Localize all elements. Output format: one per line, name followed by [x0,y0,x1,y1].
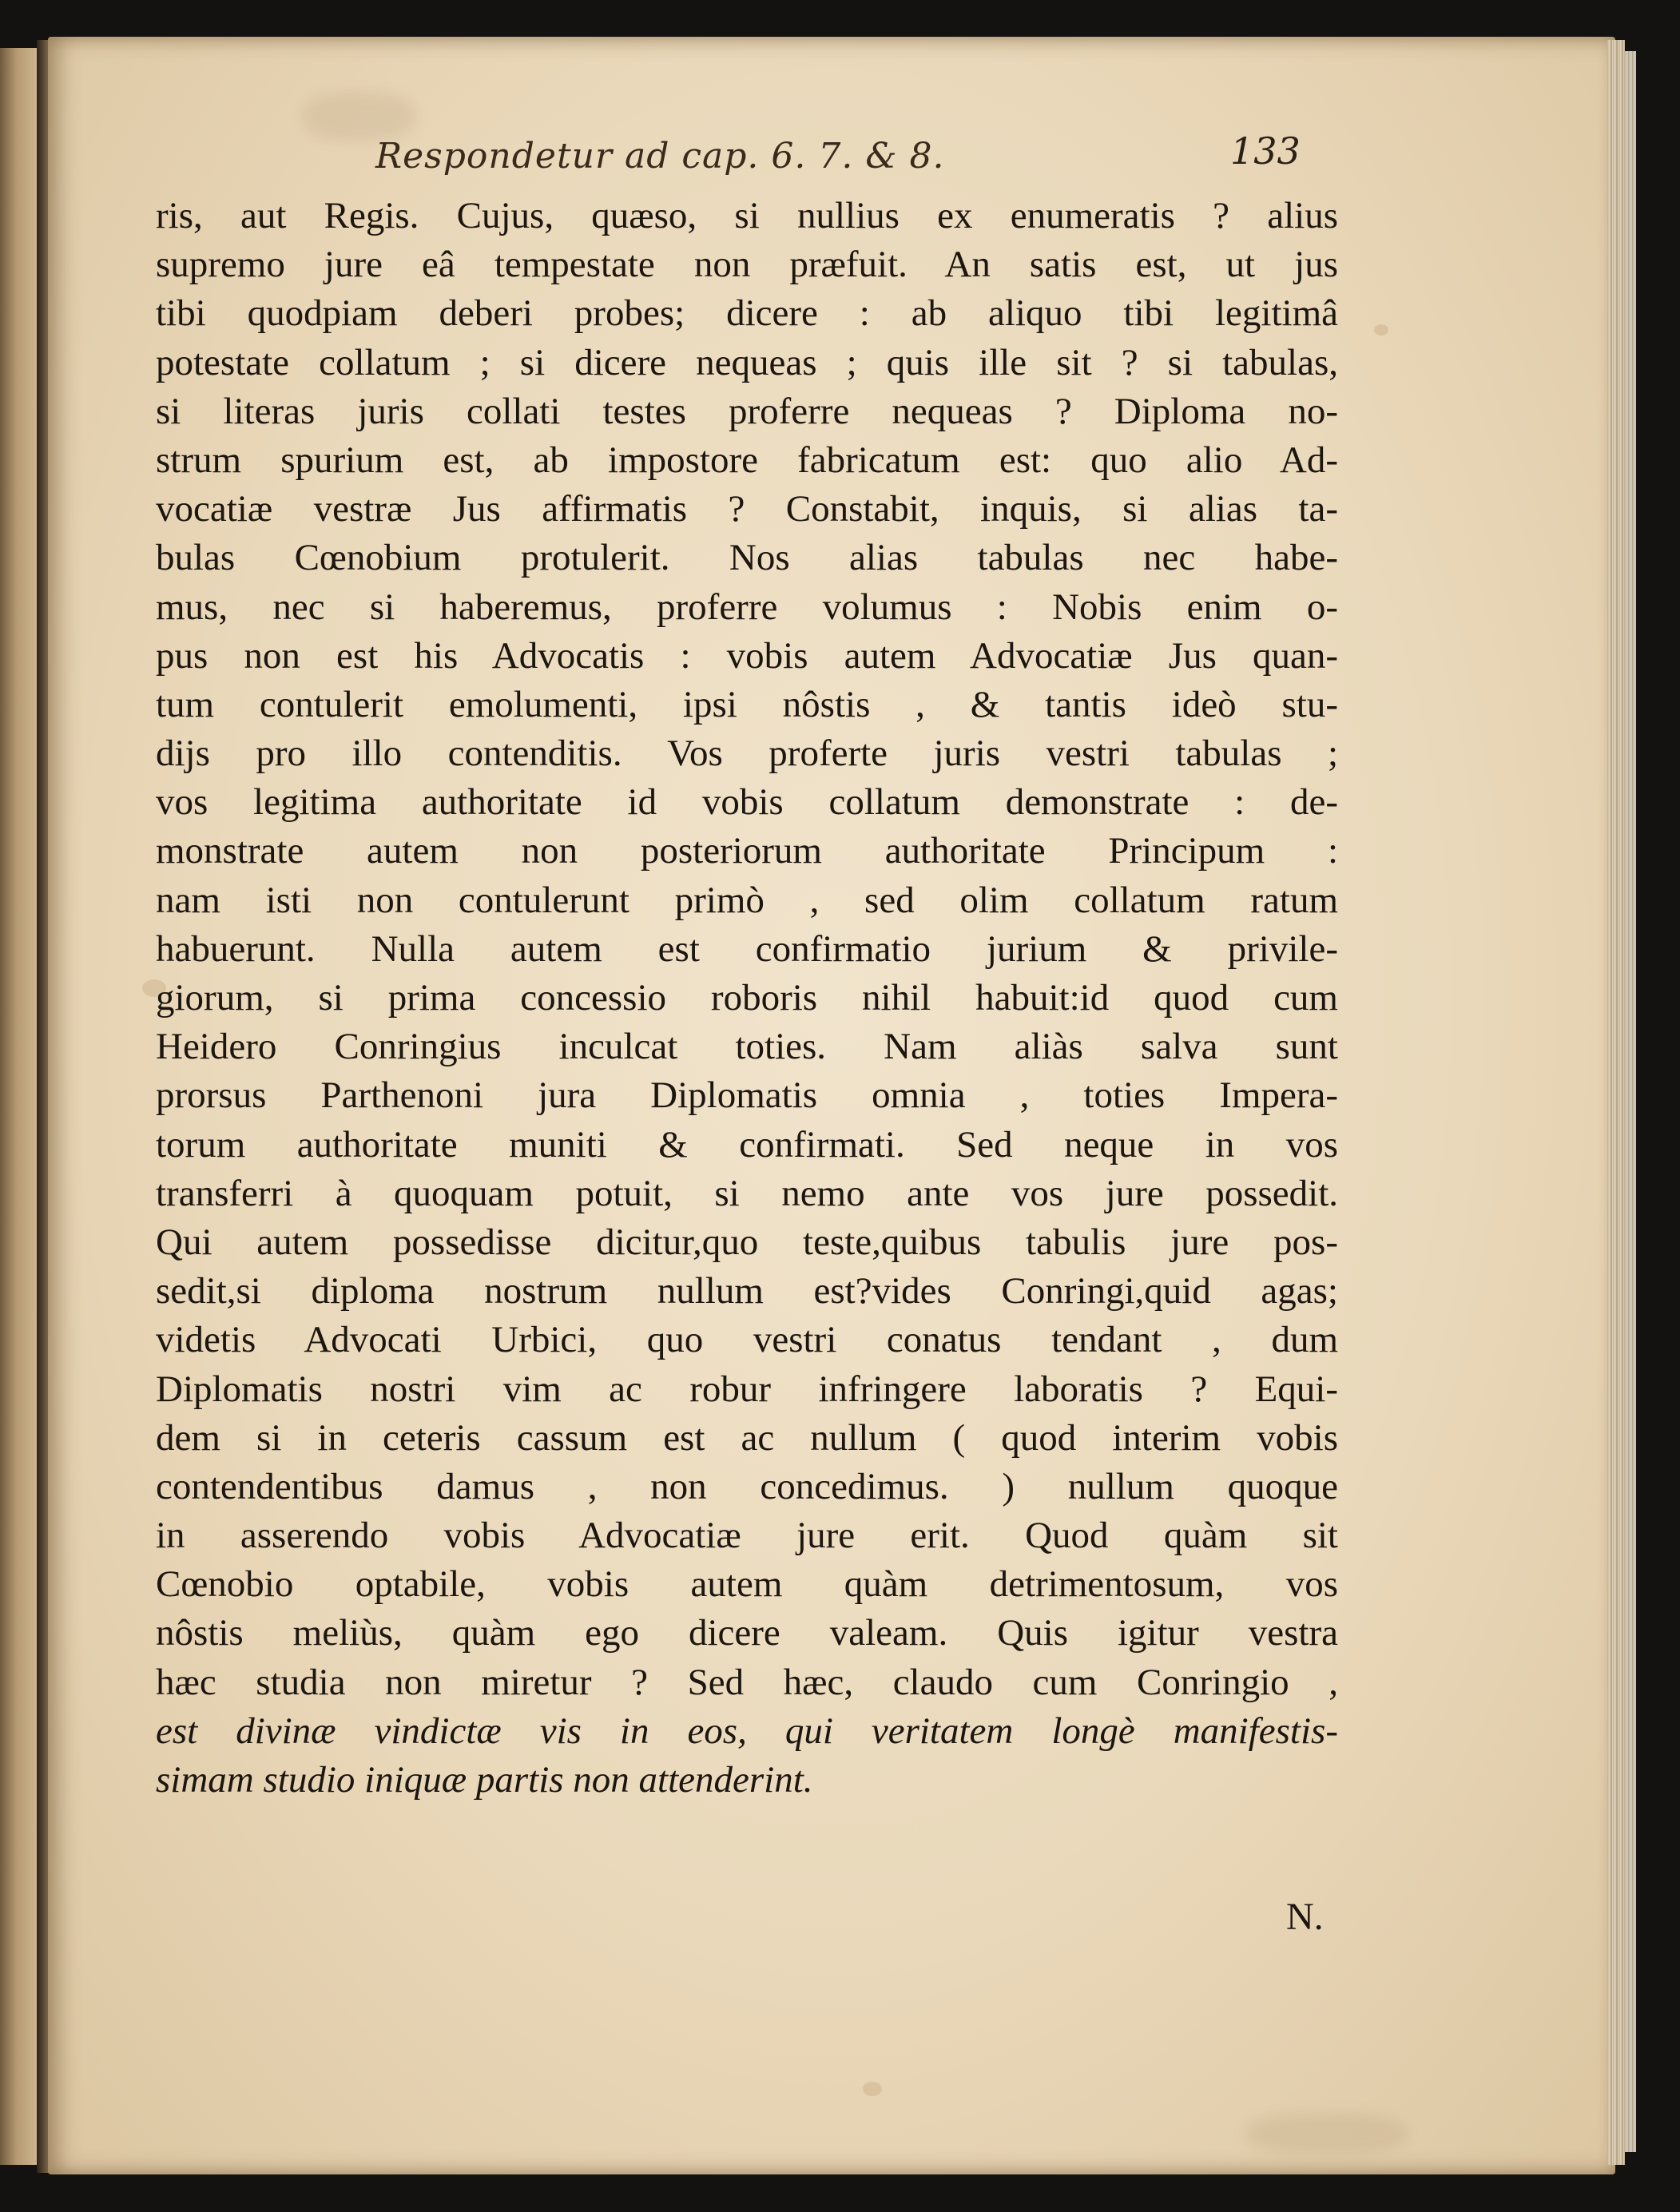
text-line: tum contulerit emolumenti, ipsi nôstis , & tantis ideò stu- [156,683,1338,725]
text-line: vocatiæ vestræ Jus affirmatis ? Constabit, inquis, si alias ta- [156,488,1338,530]
text-line-italic: simam studio iniquæ partis non attenderint. [156,1759,813,1801]
text-line: Qui autem possedisse dicitur,quo teste,quibus tabulis jure pos- [156,1221,1338,1263]
text-line: giorum, si prima concessio roboris nihil habuit:id quod cum [156,977,1338,1019]
text-line: dem si in ceteris cassum est ac nullum ( quod interim vobis [156,1416,1338,1459]
text-line: tibi quodpiam deberi probes; dicere : ab aliquo tibi legitimâ [156,292,1338,335]
text-line: Cœnobio optabile, vobis autem quàm detrimentosum, vos [156,1563,1338,1606]
text-line: dijs pro illo contenditis. Vos proferte juris vestri tabulas ; [156,733,1338,775]
text-line: supremo jure eâ tempestate non præfuit. An satis est, ut jus [156,244,1338,286]
previous-page-edge [0,48,38,2165]
page-fore-edge-lower [1625,51,1636,2152]
text-line: habuerunt. Nulla autem est confirmatio jurium & privile- [156,927,1338,970]
text-line: pus non est his Advocatis : vobis autem Advocatiæ Jus quan- [156,634,1338,677]
catchword: N. [1286,1896,1324,1938]
text-line: transferri à quoquam potuit, si nemo ante vos jure possedit. [156,1172,1338,1214]
text-line: torum authoritate muniti & confirmati. Sed neque in vos [156,1123,1338,1166]
text-line: contendentibus damus , non concedimus. ) nullum quoque [156,1465,1338,1507]
text-line: potestate collatum ; si dicere nequeas ; quis ille sit ? si tabulas, [156,341,1338,383]
text-line: hæc studia non miretur ? Sed hæc, claudo cum Conringio , [156,1661,1338,1703]
text-line: Diplomatis nostri vim ac robur infringere laboratis ? Equi- [156,1368,1338,1410]
text-line: monstrate autem non posteriorum authoritate Principum : [156,830,1338,872]
text-line: sedit,si diploma nostrum nullum est?vides Conringi,quid agas; [156,1270,1338,1313]
text-line: in asserendo vobis Advocatiæ jure erit. Quod quàm sit [156,1515,1338,1557]
smudge [304,93,415,141]
foxing-spot [863,2082,882,2096]
text-line: prorsus Parthenoni jura Diplomatis omnia , toties Impera- [156,1074,1338,1117]
text-line: Heidero Conringius inculcat toties. Nam aliàs salva sunt [156,1026,1338,1068]
running-head: Respondetur ad cap. 6. 7. & 8. [375,136,945,177]
text-line: videtis Advocati Urbici, quo vestri conatus tendant , dum [156,1319,1338,1361]
page-fore-edge [1607,40,1625,2165]
text-line: nôstis meliùs, quàm ego dicere valeam. Quis igitur vestra [156,1612,1338,1654]
text-line: si literas juris collati testes proferre nequeas ? Diploma no- [156,390,1338,432]
text-line: vos legitima authoritate id vobis collatum demonstrate : de- [156,781,1338,824]
text-line: bulas Cœnobium protulerit. Nos alias tabulas nec habe- [156,537,1338,579]
smudge [1246,2114,1406,2154]
body-text [156,192,1338,1805]
text-line: nam isti non contulerunt primò , sed olim collatum ratum [156,879,1338,921]
foxing-spot [1374,324,1388,336]
text-line: ris, aut Regis. Cujus, quæso, si nullius ex enumeratis ? alius [156,195,1338,236]
text-line-italic: est divinæ vindictæ vis in eos, qui veritatem longè manifestis- [156,1710,1338,1752]
text-line: mus, nec si haberemus, proferre volumus : Nobis enim o- [156,586,1338,628]
text-line: strum spurium est, ab impostore fabricatum est: quo alio Ad- [156,439,1338,481]
page-number: 133 [1230,129,1301,173]
